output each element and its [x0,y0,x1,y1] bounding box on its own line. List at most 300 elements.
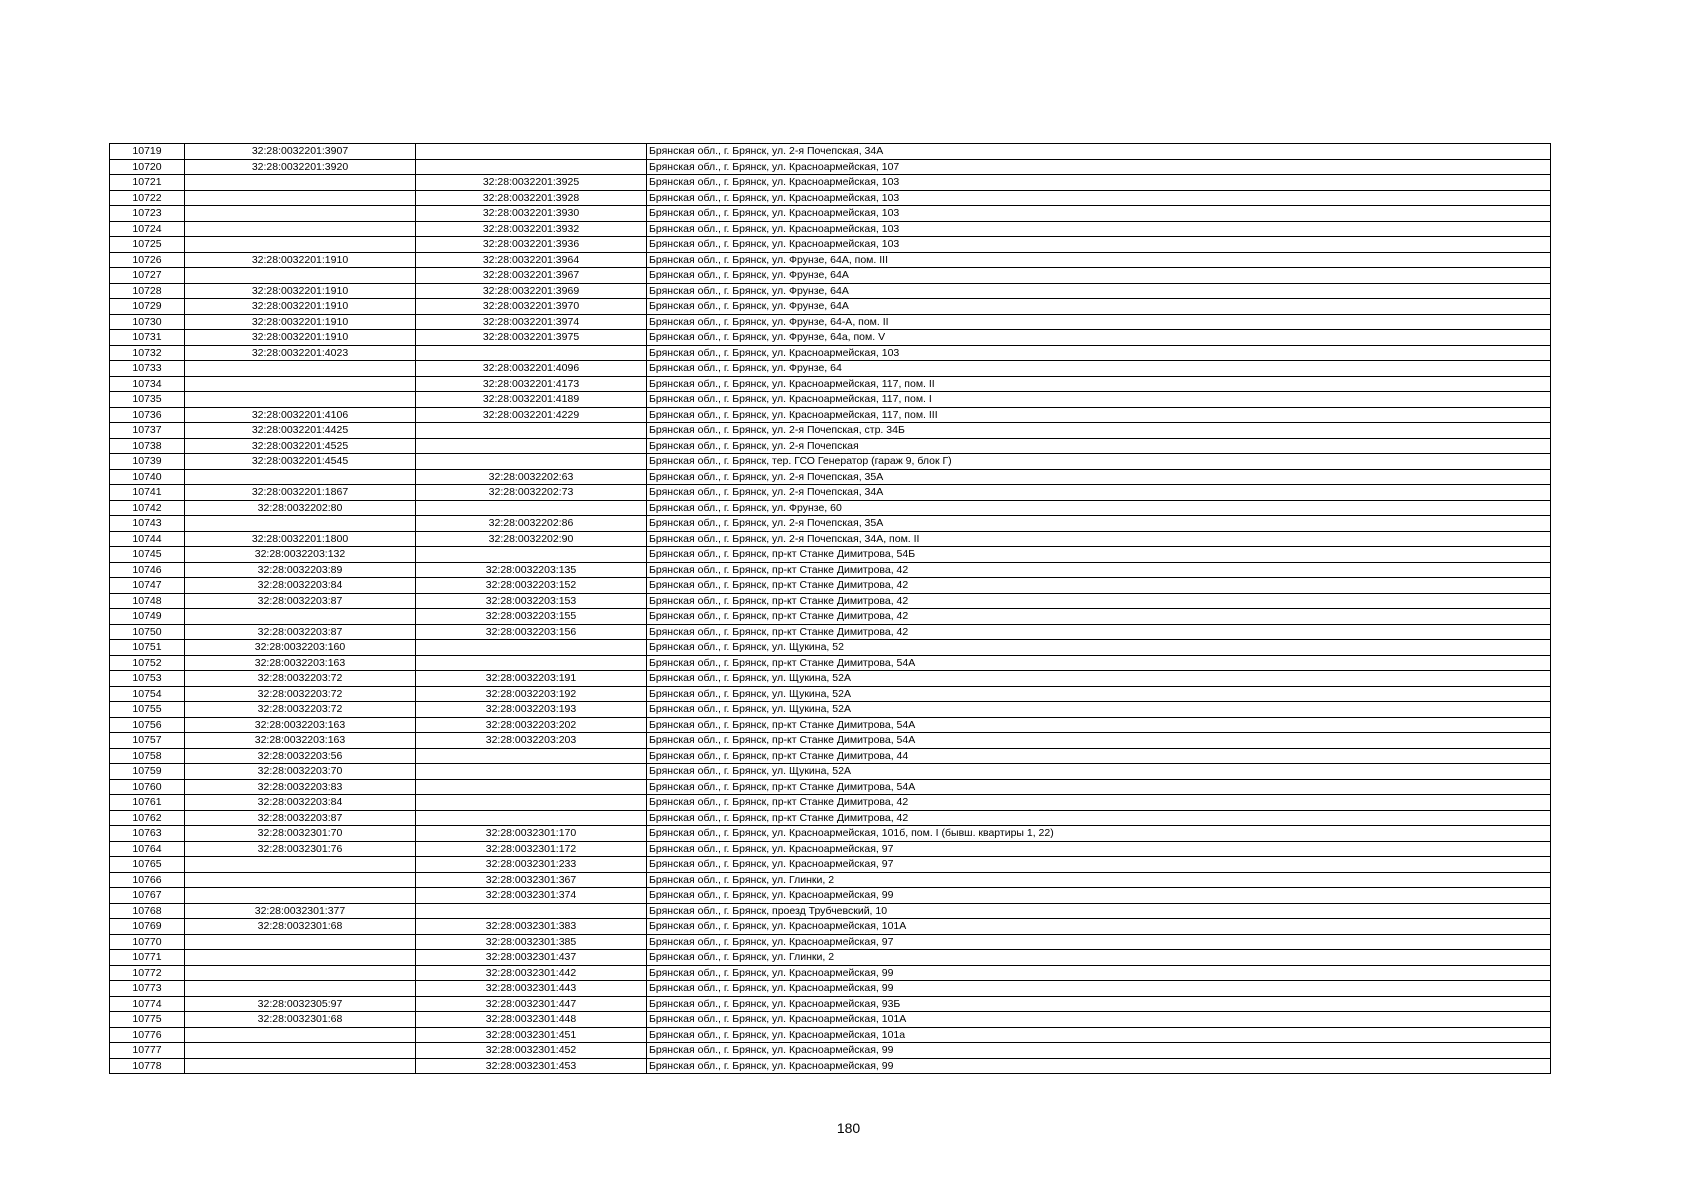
table-row [110,655,1551,671]
cadastral-number-cell [185,376,416,392]
row-number-cell: 10743 [110,516,185,532]
object-cadastral-number-cell: 32:28:0032301:442 [416,965,647,981]
address-cell: Брянская обл., г. Брянск, пр-кт Станке Димитрова, 42 [647,795,1551,811]
address-cell: Брянская обл., г. Брянск, ул. Красноармейская, 97 [647,934,1551,950]
cadastral-number-cell [185,175,416,191]
object-cadastral-number-cell: 32:28:0032203:203 [416,733,647,749]
cadastral-number-cell: 32:28:0032201:1800 [185,531,416,547]
object-cadastral-number-cell [416,810,647,826]
row-number-cell: 10728 [110,283,185,299]
row-number-cell: 10750 [110,624,185,640]
cadastral-number-cell [185,268,416,284]
object-cadastral-number-cell: 32:28:0032301:448 [416,1012,647,1028]
row-number-cell: 10769 [110,919,185,935]
row-number-cell: 10729 [110,299,185,315]
address-cell: Брянская обл., г. Брянск, пр-кт Станке Димитрова, 42 [647,593,1551,609]
table-row [110,562,1551,578]
object-cadastral-number-cell [416,547,647,563]
row-number-cell: 10770 [110,934,185,950]
table-row [110,1027,1551,1043]
row-number-cell: 10758 [110,748,185,764]
table-row [110,810,1551,826]
address-cell: Брянская обл., г. Брянск, ул. 2-я Почепская, 35А [647,516,1551,532]
address-cell: Брянская обл., г. Брянск, ул. Красноармейская, 103 [647,206,1551,222]
table-row [110,733,1551,749]
cadastral-number-cell: 32:28:0032201:4525 [185,438,416,454]
row-number-cell: 10742 [110,500,185,516]
row-number-cell: 10741 [110,485,185,501]
table-row [110,609,1551,625]
address-cell: Брянская обл., г. Брянск, ул. Красноармейская, 117, пом. II [647,376,1551,392]
table-row [110,237,1551,253]
address-cell: Брянская обл., г. Брянск, ул. 2-я Почепская [647,438,1551,454]
address-cell: Брянская обл., г. Брянск, ул. Фрунзе, 64а, пом. V [647,330,1551,346]
object-cadastral-number-cell [416,438,647,454]
address-cell: Брянская обл., г. Брянск, ул. Красноармейская, 97 [647,857,1551,873]
table-row [110,345,1551,361]
row-number-cell: 10739 [110,454,185,470]
row-number-cell: 10764 [110,841,185,857]
table-row [110,547,1551,563]
object-cadastral-number-cell [416,748,647,764]
table-row [110,1043,1551,1059]
object-cadastral-number-cell: 32:28:0032201:3975 [416,330,647,346]
address-cell: Брянская обл., г. Брянск, ул. Красноармейская, 93Б [647,996,1551,1012]
cadastral-number-cell: 32:28:0032203:89 [185,562,416,578]
address-cell: Брянская обл., г. Брянск, пр-кт Станке Димитрова, 42 [647,609,1551,625]
table-row [110,934,1551,950]
row-number-cell: 10755 [110,702,185,718]
object-cadastral-number-cell: 32:28:0032301:447 [416,996,647,1012]
object-cadastral-number-cell: 32:28:0032201:3964 [416,252,647,268]
table-row [110,299,1551,315]
address-cell: Брянская обл., г. Брянск, пр-кт Станке Димитрова, 54А [647,655,1551,671]
row-number-cell: 10761 [110,795,185,811]
row-number-cell: 10754 [110,686,185,702]
row-number-cell: 10740 [110,469,185,485]
data-table [109,143,1551,1074]
row-number-cell: 10757 [110,733,185,749]
address-cell: Брянская обл., г. Брянск, ул. Красноармейская, 103 [647,237,1551,253]
address-cell: Брянская обл., г. Брянск, ул. Красноармейская, 117, пом. I [647,392,1551,408]
table-row [110,469,1551,485]
row-number-cell: 10738 [110,438,185,454]
address-cell: Брянская обл., г. Брянск, ул. Красноармейская, 101А [647,919,1551,935]
object-cadastral-number-cell: 32:28:0032202:63 [416,469,647,485]
object-cadastral-number-cell: 32:28:0032203:191 [416,671,647,687]
address-cell: Брянская обл., г. Брянск, ул. Красноармейская, 97 [647,841,1551,857]
cadastral-number-cell: 32:28:0032203:87 [185,810,416,826]
table-row [110,872,1551,888]
object-cadastral-number-cell [416,159,647,175]
object-cadastral-number-cell: 32:28:0032203:193 [416,702,647,718]
address-cell: Брянская обл., г. Брянск, ул. Красноармейская, 99 [647,965,1551,981]
address-cell: Брянская обл., г. Брянск, пр-кт Станке Димитрова, 54Б [647,547,1551,563]
object-cadastral-number-cell [416,640,647,656]
object-cadastral-number-cell: 32:28:0032201:3932 [416,221,647,237]
table-row [110,438,1551,454]
row-number-cell: 10748 [110,593,185,609]
cadastral-number-cell [185,950,416,966]
row-number-cell: 10727 [110,268,185,284]
cadastral-number-cell: 32:28:0032201:4545 [185,454,416,470]
address-cell: Брянская обл., г. Брянск, ул. Глинки, 2 [647,950,1551,966]
row-number-cell: 10776 [110,1027,185,1043]
table-row [110,485,1551,501]
address-cell: Брянская обл., г. Брянск, ул. Фрунзе, 64 [647,361,1551,377]
cadastral-number-cell: 32:28:0032203:72 [185,671,416,687]
table-row [110,221,1551,237]
object-cadastral-number-cell [416,454,647,470]
row-number-cell: 10731 [110,330,185,346]
table-row [110,888,1551,904]
address-cell: Брянская обл., г. Брянск, ул. Красноармейская, 99 [647,981,1551,997]
address-cell: Брянская обл., г. Брянск, ул. Красноармейская, 117, пом. III [647,407,1551,423]
table-row [110,950,1551,966]
cadastral-number-cell [185,981,416,997]
table-row [110,919,1551,935]
object-cadastral-number-cell: 32:28:0032202:86 [416,516,647,532]
object-cadastral-number-cell [416,500,647,516]
table-row [110,314,1551,330]
row-number-cell: 10762 [110,810,185,826]
object-cadastral-number-cell [416,655,647,671]
cadastral-number-cell: 32:28:0032301:68 [185,1012,416,1028]
address-cell: Брянская обл., г. Брянск, ул. Красноармейская, 101А [647,1012,1551,1028]
row-number-cell: 10736 [110,407,185,423]
page-number: 180 [836,1120,861,1136]
address-cell: Брянская обл., г. Брянск, ул. Красноармейская, 103 [647,221,1551,237]
table-row [110,857,1551,873]
row-number-cell: 10744 [110,531,185,547]
table-row [110,423,1551,439]
cadastral-number-cell: 32:28:0032203:72 [185,686,416,702]
table-row [110,981,1551,997]
cadastral-number-cell: 32:28:0032305:97 [185,996,416,1012]
object-cadastral-number-cell [416,423,647,439]
cadastral-number-cell [185,1027,416,1043]
cadastral-number-cell: 32:28:0032201:1867 [185,485,416,501]
object-cadastral-number-cell: 32:28:0032301:451 [416,1027,647,1043]
address-cell: Брянская обл., г. Брянск, ул. Фрунзе, 64А [647,299,1551,315]
row-number-cell: 10756 [110,717,185,733]
address-cell: Брянская обл., г. Брянск, пр-кт Станке Димитрова, 54А [647,733,1551,749]
table-row [110,578,1551,594]
row-number-cell: 10725 [110,237,185,253]
address-cell: Брянская обл., г. Брянск, пр-кт Станке Димитрова, 54А [647,779,1551,795]
object-cadastral-number-cell: 32:28:0032201:3967 [416,268,647,284]
object-cadastral-number-cell: 32:28:0032301:452 [416,1043,647,1059]
cadastral-number-cell: 32:28:0032301:76 [185,841,416,857]
object-cadastral-number-cell: 32:28:0032201:4173 [416,376,647,392]
object-cadastral-number-cell: 32:28:0032201:3970 [416,299,647,315]
object-cadastral-number-cell: 32:28:0032202:90 [416,531,647,547]
cadastral-number-cell: 32:28:0032201:3907 [185,144,416,160]
address-cell: Брянская обл., г. Брянск, пр-кт Станке Димитрова, 42 [647,562,1551,578]
address-cell: Брянская обл., г. Брянск, ул. Фрунзе, 60 [647,500,1551,516]
row-number-cell: 10773 [110,981,185,997]
cadastral-number-cell: 32:28:0032201:1910 [185,252,416,268]
object-cadastral-number-cell [416,903,647,919]
cadastral-number-cell: 32:28:0032203:160 [185,640,416,656]
table-row [110,190,1551,206]
object-cadastral-number-cell: 32:28:0032301:385 [416,934,647,950]
row-number-cell: 10768 [110,903,185,919]
object-cadastral-number-cell: 32:28:0032301:170 [416,826,647,842]
cadastral-number-cell: 32:28:0032203:84 [185,795,416,811]
table-row [110,702,1551,718]
row-number-cell: 10721 [110,175,185,191]
cadastral-number-cell: 32:28:0032201:4425 [185,423,416,439]
address-cell: Брянская обл., г. Брянск, ул. Щукина, 52А [647,686,1551,702]
address-cell: Брянская обл., г. Брянск, ул. Щукина, 52А [647,671,1551,687]
cadastral-number-cell [185,1058,416,1074]
row-number-cell: 10778 [110,1058,185,1074]
object-cadastral-number-cell: 32:28:0032202:73 [416,485,647,501]
cadastral-number-cell [185,221,416,237]
address-cell: Брянская обл., г. Брянск, ул. Фрунзе, 64А [647,268,1551,284]
row-number-cell: 10775 [110,1012,185,1028]
row-number-cell: 10745 [110,547,185,563]
table-row [110,283,1551,299]
row-number-cell: 10752 [110,655,185,671]
table-row [110,624,1551,640]
address-cell: Брянская обл., г. Брянск, ул. 2-я Почепская, 35А [647,469,1551,485]
cadastral-number-cell: 32:28:0032301:377 [185,903,416,919]
object-cadastral-number-cell: 32:28:0032203:155 [416,609,647,625]
object-cadastral-number-cell: 32:28:0032201:3925 [416,175,647,191]
table-row [110,748,1551,764]
address-cell: Брянская обл., г. Брянск, ул. Фрунзе, 64А, пом. III [647,252,1551,268]
object-cadastral-number-cell: 32:28:0032203:192 [416,686,647,702]
cadastral-number-cell: 32:28:0032201:4023 [185,345,416,361]
cadastral-number-cell [185,361,416,377]
object-cadastral-number-cell: 32:28:0032201:4096 [416,361,647,377]
table-row [110,206,1551,222]
table-row [110,454,1551,470]
object-cadastral-number-cell: 32:28:0032203:156 [416,624,647,640]
table-row [110,175,1551,191]
table-row [110,717,1551,733]
table-row [110,996,1551,1012]
table-row [110,159,1551,175]
object-cadastral-number-cell: 32:28:0032301:172 [416,841,647,857]
table-body [110,144,1551,1074]
row-number-cell: 10765 [110,857,185,873]
cadastral-number-cell: 32:28:0032203:70 [185,764,416,780]
row-number-cell: 10766 [110,872,185,888]
cadastral-number-cell [185,237,416,253]
object-cadastral-number-cell [416,144,647,160]
cadastral-number-cell: 32:28:0032203:83 [185,779,416,795]
row-number-cell: 10732 [110,345,185,361]
table-row [110,376,1551,392]
address-cell: Брянская обл., г. Брянск, ул. Щукина, 52А [647,764,1551,780]
row-number-cell: 10753 [110,671,185,687]
table-row [110,826,1551,842]
cadastral-number-cell: 32:28:0032301:68 [185,919,416,935]
row-number-cell: 10724 [110,221,185,237]
cadastral-number-cell: 32:28:0032203:72 [185,702,416,718]
row-number-cell: 10771 [110,950,185,966]
cadastral-number-cell: 32:28:0032301:70 [185,826,416,842]
address-cell: Брянская обл., г. Брянск, ул. Красноармейская, 101б, пом. I (бывш. квартиры 1, 22) [647,826,1551,842]
row-number-cell: 10730 [110,314,185,330]
object-cadastral-number-cell: 32:28:0032201:3928 [416,190,647,206]
object-cadastral-number-cell: 32:28:0032203:152 [416,578,647,594]
table-row [110,392,1551,408]
object-cadastral-number-cell: 32:28:0032203:202 [416,717,647,733]
table-row [110,500,1551,516]
object-cadastral-number-cell: 32:28:0032203:153 [416,593,647,609]
row-number-cell: 10737 [110,423,185,439]
cadastral-number-cell [185,392,416,408]
row-number-cell: 10763 [110,826,185,842]
cadastral-number-cell: 32:28:0032203:163 [185,655,416,671]
row-number-cell: 10735 [110,392,185,408]
cadastral-number-cell [185,609,416,625]
row-number-cell: 10733 [110,361,185,377]
cadastral-number-cell [185,516,416,532]
cadastral-number-cell: 32:28:0032201:3920 [185,159,416,175]
table-row [110,593,1551,609]
table-row [110,330,1551,346]
object-cadastral-number-cell: 32:28:0032201:3969 [416,283,647,299]
object-cadastral-number-cell: 32:28:0032203:135 [416,562,647,578]
cadastral-number-cell [185,1043,416,1059]
row-number-cell: 10749 [110,609,185,625]
row-number-cell: 10726 [110,252,185,268]
address-cell: Брянская обл., г. Брянск, ул. Красноармейская, 107 [647,159,1551,175]
address-cell: Брянская обл., г. Брянск, ул. Красноармейская, 99 [647,1058,1551,1074]
table-row [110,144,1551,160]
row-number-cell: 10774 [110,996,185,1012]
table-row [110,268,1551,284]
address-cell: Брянская обл., г. Брянск, ул. Красноармейская, 103 [647,190,1551,206]
table-row [110,686,1551,702]
object-cadastral-number-cell: 32:28:0032301:383 [416,919,647,935]
object-cadastral-number-cell: 32:28:0032301:374 [416,888,647,904]
table-row [110,407,1551,423]
object-cadastral-number-cell [416,795,647,811]
cadastral-number-cell: 32:28:0032203:132 [185,547,416,563]
object-cadastral-number-cell: 32:28:0032201:3930 [416,206,647,222]
table-row [110,764,1551,780]
object-cadastral-number-cell: 32:28:0032301:437 [416,950,647,966]
address-cell: Брянская обл., г. Брянск, ул. Красноармейская, 99 [647,1043,1551,1059]
cadastral-number-cell [185,888,416,904]
table-row [110,903,1551,919]
address-cell: Брянская обл., г. Брянск, ул. Щукина, 52А [647,702,1551,718]
address-cell: Брянская обл., г. Брянск, проезд Трубчевский, 10 [647,903,1551,919]
table-row [110,1058,1551,1074]
cadastral-number-cell: 32:28:0032203:87 [185,593,416,609]
address-cell: Брянская обл., г. Брянск, ул. Красноармейская, 103 [647,175,1551,191]
cadastral-number-cell: 32:28:0032203:163 [185,733,416,749]
cadastral-number-cell [185,857,416,873]
row-number-cell: 10772 [110,965,185,981]
address-cell: Брянская обл., г. Брянск, ул. Щукина, 52 [647,640,1551,656]
object-cadastral-number-cell [416,779,647,795]
object-cadastral-number-cell: 32:28:0032201:3936 [416,237,647,253]
address-cell: Брянская обл., г. Брянск, пр-кт Станке Димитрова, 42 [647,624,1551,640]
object-cadastral-number-cell [416,345,647,361]
cadastral-number-cell [185,934,416,950]
row-number-cell: 10722 [110,190,185,206]
row-number-cell: 10751 [110,640,185,656]
table-row [110,779,1551,795]
object-cadastral-number-cell: 32:28:0032201:3974 [416,314,647,330]
cadastral-number-cell [185,469,416,485]
table-row [110,252,1551,268]
table-row [110,841,1551,857]
row-number-cell: 10746 [110,562,185,578]
cadastral-number-cell: 32:28:0032201:1910 [185,314,416,330]
row-number-cell: 10759 [110,764,185,780]
object-cadastral-number-cell: 32:28:0032301:367 [416,872,647,888]
object-cadastral-number-cell: 32:28:0032301:233 [416,857,647,873]
table-row [110,640,1551,656]
row-number-cell: 10719 [110,144,185,160]
address-cell: Брянская обл., г. Брянск, ул. Фрунзе, 64-А, пом. II [647,314,1551,330]
address-cell: Брянская обл., г. Брянск, тер. ГСО Генератор (гараж 9, блок Г) [647,454,1551,470]
address-cell: Брянская обл., г. Брянск, ул. 2-я Почепская, 34А [647,144,1551,160]
address-cell: Брянская обл., г. Брянск, ул. 2-я Почепская, 34А [647,485,1551,501]
address-cell: Брянская обл., г. Брянск, пр-кт Станке Димитрова, 44 [647,748,1551,764]
row-number-cell: 10720 [110,159,185,175]
row-number-cell: 10760 [110,779,185,795]
table-row [110,1012,1551,1028]
cadastral-number-cell: 32:28:0032201:4106 [185,407,416,423]
row-number-cell: 10734 [110,376,185,392]
table-row [110,795,1551,811]
table-row [110,516,1551,532]
address-cell: Брянская обл., г. Брянск, ул. Красноармейская, 103 [647,345,1551,361]
address-cell: Брянская обл., г. Брянск, ул. 2-я Почепская, стр. 34Б [647,423,1551,439]
table-row [110,361,1551,377]
object-cadastral-number-cell: 32:28:0032301:453 [416,1058,647,1074]
cadastral-number-cell: 32:28:0032201:1910 [185,283,416,299]
address-cell: Брянская обл., г. Брянск, пр-кт Станке Димитрова, 42 [647,578,1551,594]
object-cadastral-number-cell: 32:28:0032201:4189 [416,392,647,408]
row-number-cell: 10767 [110,888,185,904]
address-cell: Брянская обл., г. Брянск, пр-кт Станке Димитрова, 54А [647,717,1551,733]
address-cell: Брянская обл., г. Брянск, пр-кт Станке Димитрова, 42 [647,810,1551,826]
row-number-cell: 10747 [110,578,185,594]
table-row [110,531,1551,547]
address-cell: Брянская обл., г. Брянск, ул. Глинки, 2 [647,872,1551,888]
row-number-cell: 10723 [110,206,185,222]
cadastral-number-cell [185,872,416,888]
cadastral-number-cell [185,190,416,206]
cadastral-number-cell: 32:28:0032202:80 [185,500,416,516]
address-cell: Брянская обл., г. Брянск, ул. Красноармейская, 99 [647,888,1551,904]
table-row [110,965,1551,981]
table-row [110,671,1551,687]
cadastral-number-cell: 32:28:0032203:163 [185,717,416,733]
address-cell: Брянская обл., г. Брянск, ул. 2-я Почепская, 34А, пом. II [647,531,1551,547]
object-cadastral-number-cell: 32:28:0032301:443 [416,981,647,997]
cadastral-number-cell: 32:28:0032201:1910 [185,330,416,346]
address-cell: Брянская обл., г. Брянск, ул. Красноармейская, 101а [647,1027,1551,1043]
cadastral-number-cell: 32:28:0032203:84 [185,578,416,594]
row-number-cell: 10777 [110,1043,185,1059]
cadastral-number-cell [185,965,416,981]
object-cadastral-number-cell [416,764,647,780]
address-cell: Брянская обл., г. Брянск, ул. Фрунзе, 64А [647,283,1551,299]
cadastral-number-cell [185,206,416,222]
object-cadastral-number-cell: 32:28:0032201:4229 [416,407,647,423]
